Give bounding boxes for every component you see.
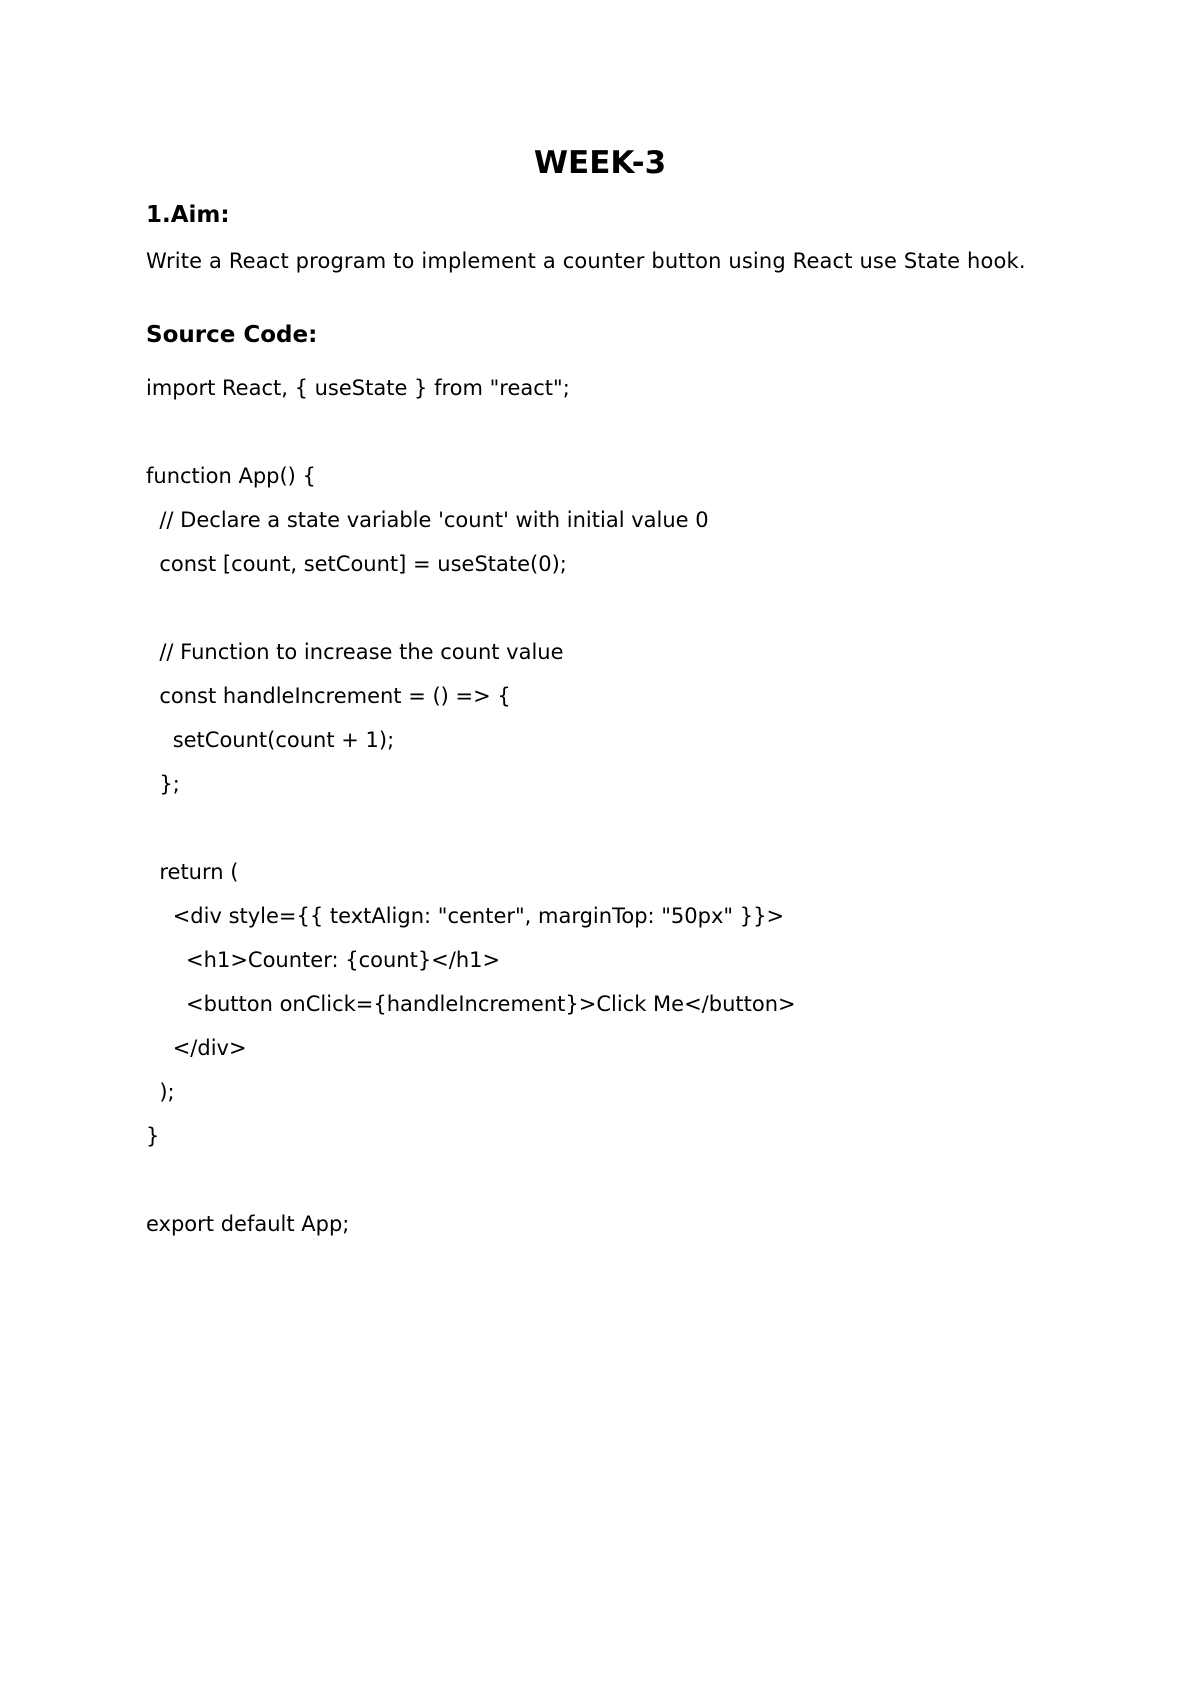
aim-text: Write a React program to implement a counter button using React use State hook. — [146, 249, 1026, 273]
code-line — [146, 806, 796, 850]
code-line — [146, 586, 796, 630]
code-line: function App() { — [146, 464, 316, 488]
code-line: <button onClick={handleIncrement}>Click Me</button> — [146, 992, 796, 1016]
code-line: return ( — [146, 860, 239, 884]
code-line: </div> — [146, 1036, 247, 1060]
code-line: } — [146, 1124, 160, 1148]
code-line: }; — [146, 772, 180, 796]
code-line: <div style={{ textAlign: "center", marginTop: "50px" }}> — [146, 904, 785, 928]
code-line: // Declare a state variable 'count' with initial value 0 — [146, 508, 709, 532]
code-line: setCount(count + 1); — [146, 728, 395, 752]
source-code-heading: Source Code: — [146, 322, 318, 348]
code-line: // Function to increase the count value — [146, 640, 564, 664]
code-line: export default App; — [146, 1212, 350, 1236]
code-line: const handleIncrement = () => { — [146, 684, 511, 708]
code-line: const [count, setCount] = useState(0); — [146, 552, 567, 576]
code-line: import React, { useState } from "react"; — [146, 376, 570, 400]
code-line: <h1>Counter: {count}</h1> — [146, 948, 501, 972]
aim-heading: 1.Aim: — [146, 202, 230, 228]
code-line — [146, 1158, 796, 1202]
source-code-block — [146, 366, 796, 1246]
code-line — [146, 410, 796, 454]
code-line: ); — [146, 1080, 175, 1104]
page-title: WEEK-3 — [533, 145, 667, 181]
